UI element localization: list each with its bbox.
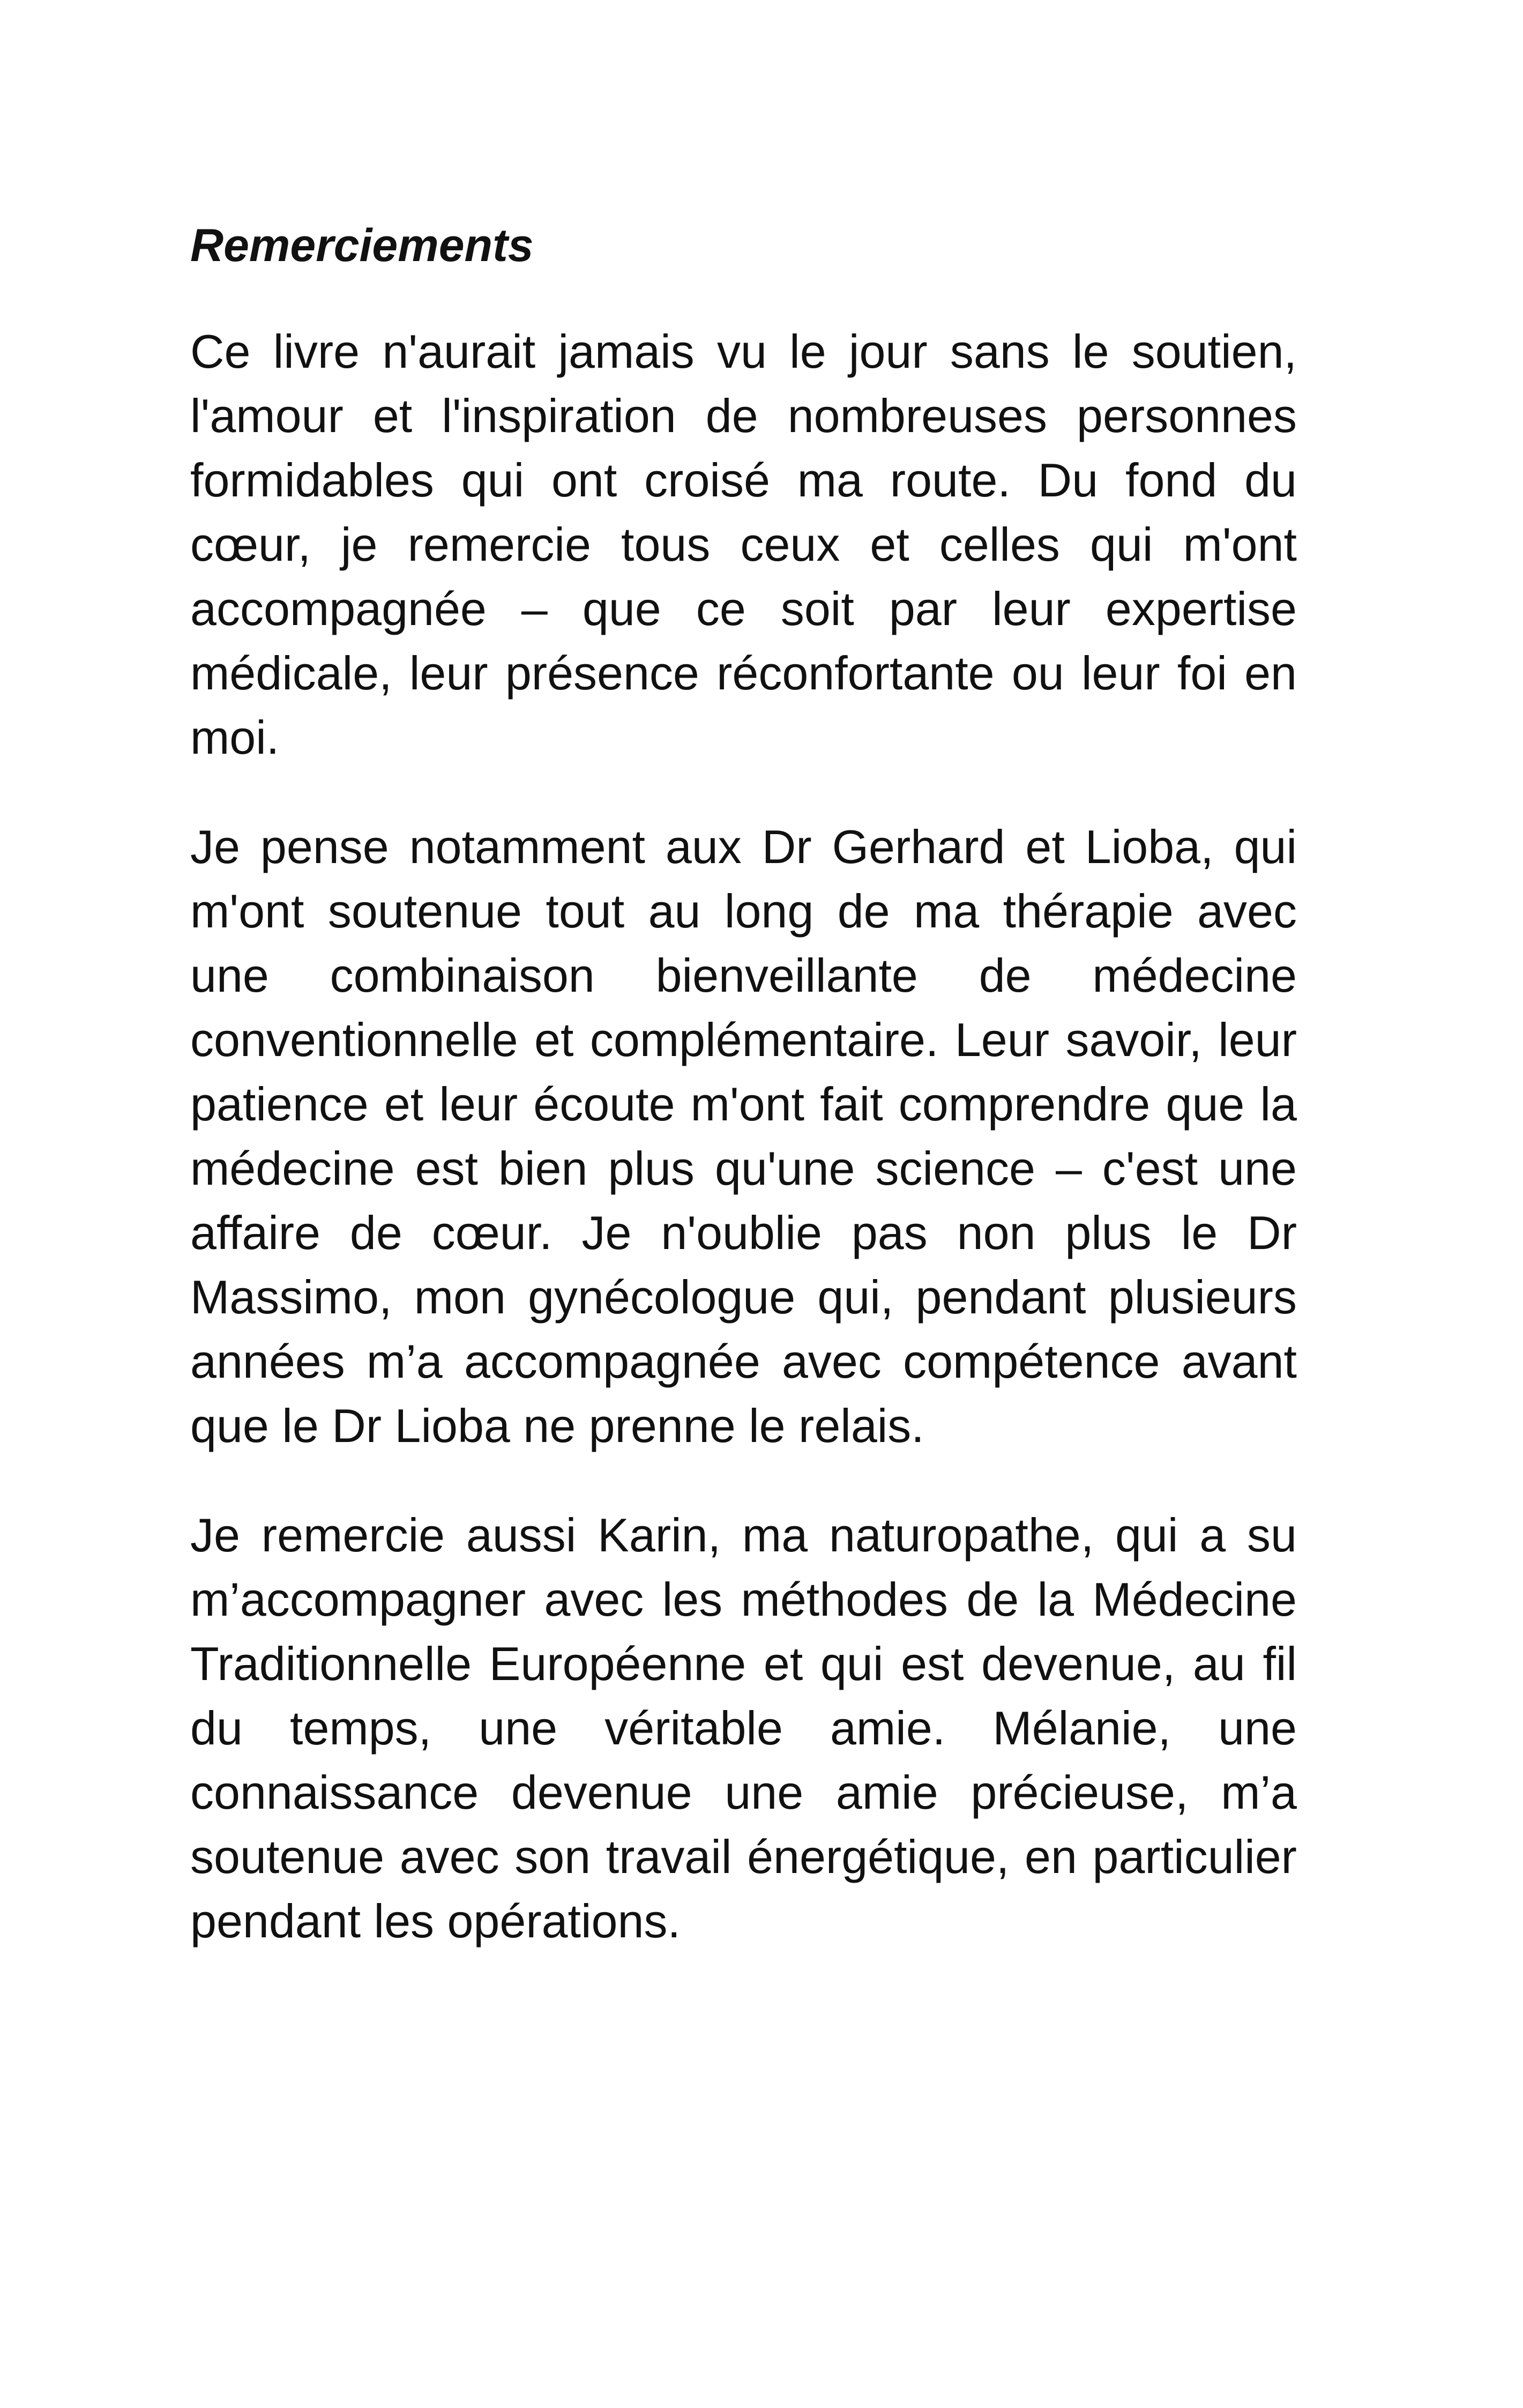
paragraph-3: Je remercie aussi Karin, ma naturopathe, qui a su m’accompagner avec les méthodes de la Médecine Traditionnelle Européenne et qui est devenue, au fil du temps, une véritable amie. Mélanie, une connaissance devenue une amie précieuse, m’a soutenue avec son travail énergétique, en particulier pendant les opérations.	[190, 1508, 1297, 1948]
paragraph-2: Je pense notamment aux Dr Gerhard et Lioba, qui m'ont soutenue tout au long de ma thérapie avec une combinaison bienveillante de médecine conventionnelle et complémentaire. Leur savoir, leur patience et leur écoute m'ont fait comprendre que la médecine est bien plus qu'une science – c'est une affaire de cœur. Je n'oublie pas non plus le Dr Massimo, mon gynécologue qui, pendant plusieurs années m’a accompagnée avec compétence avant que le Dr Lioba ne prenne le relais.	[190, 820, 1297, 1452]
paragraph-1: Ce livre n'aurait jamais vu le jour sans le soutien, l'amour et l'inspiration de nombreuses personnes formidables qui ont croisé ma route. Du fond du cœur, je remercie tous ceux et celles qui m'ont accompagnée – que ce soit par leur expertise médicale, leur présence réconfortante ou leur foi en moi.	[190, 325, 1297, 764]
document-page	[190, 213, 1297, 1953]
page-title: Remerciements	[190, 220, 534, 271]
